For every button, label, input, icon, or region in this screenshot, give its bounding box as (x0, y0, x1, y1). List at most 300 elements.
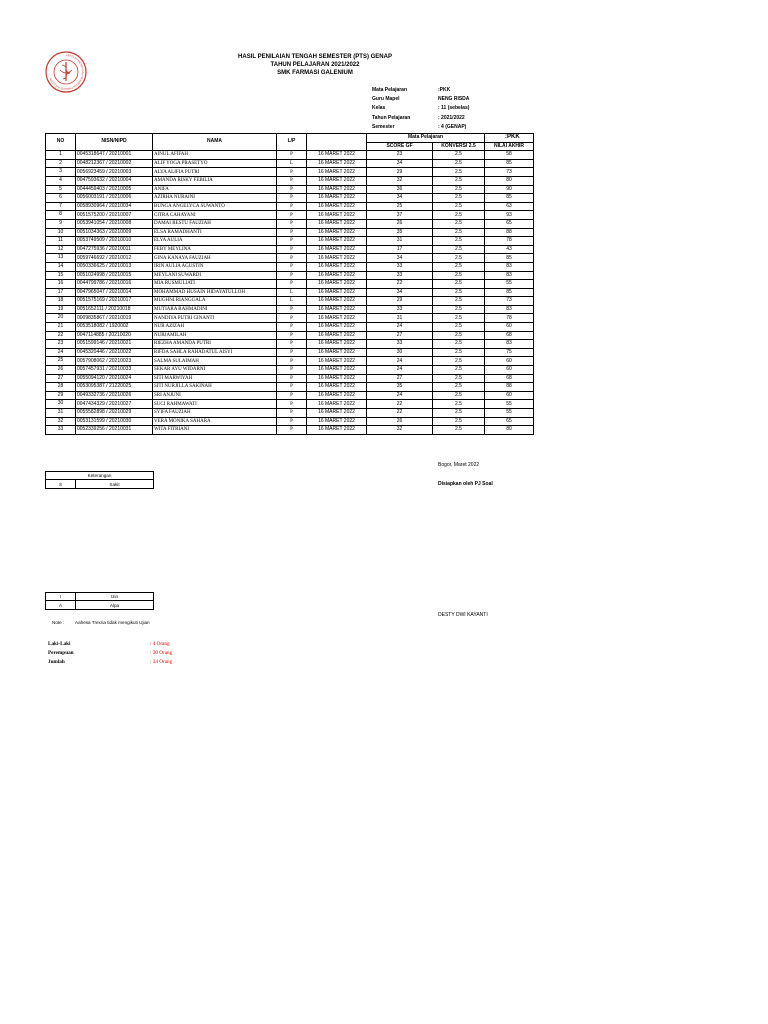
cell-nilai: 80 (485, 426, 534, 435)
cell-tanggal: 16 MARET 2022 (307, 288, 367, 297)
cell-score: 17 (367, 245, 433, 254)
legend-row (46, 593, 154, 601)
table-row (46, 194, 534, 203)
cell-konversi: 2.5 (433, 417, 485, 426)
count-label: Laki-Laki (48, 641, 71, 647)
cell-no: 7 (46, 202, 76, 211)
cell-nisn: 0056923459 / 20210003 (76, 168, 153, 177)
cell-konversi: 2.5 (433, 374, 485, 383)
cell-konversi: 2.5 (433, 409, 485, 418)
cell-score: 31 (367, 314, 433, 323)
table-header-row (46, 134, 534, 143)
table-row (46, 348, 534, 357)
cell-score: 27 (367, 374, 433, 383)
count-value: : 4 Orang (150, 641, 170, 647)
cell-nama: SEKAR AYU WIDARNI (153, 366, 277, 375)
cell-lp: P (277, 176, 307, 185)
table-row (46, 271, 534, 280)
cell-lp: P (277, 237, 307, 246)
cell-nilai: 80 (485, 176, 534, 185)
info-row (372, 95, 469, 104)
cell-score: 32 (367, 176, 433, 185)
cell-konversi: 2.5 (433, 366, 485, 375)
cell-lp: P (277, 323, 307, 332)
cell-nama: DAMAI RESTU FAUZIAH (153, 219, 277, 228)
cell-nisn: 0057908062 / 20210023 (76, 357, 153, 366)
cell-no: 9 (46, 219, 76, 228)
table-row (46, 340, 534, 349)
cell-no: 3 (46, 168, 76, 177)
cell-lp: P (277, 219, 307, 228)
cell-konversi: 2.5 (433, 202, 485, 211)
cell-tanggal: 16 MARET 2022 (307, 262, 367, 271)
cell-score: 32 (367, 426, 433, 435)
cell-lp: P (277, 202, 307, 211)
cell-tanggal: 16 MARET 2022 (307, 426, 367, 435)
cell-nama: ALIF YOGA PRASETYO (153, 159, 277, 168)
cell-tanggal: 16 MARET 2022 (307, 400, 367, 409)
count-row (48, 658, 172, 667)
student-counts (48, 640, 172, 667)
cell-konversi: 2.5 (433, 168, 485, 177)
cell-konversi: 2.5 (433, 159, 485, 168)
cell-nisn: 0048212367 / 20210002 (76, 159, 153, 168)
cell-nama: ANIFA (153, 185, 277, 194)
cell-nama: RIFDA SAHLA RAHADATUL AISYI (153, 348, 277, 357)
cell-lp: P (277, 331, 307, 340)
cell-score: 26 (367, 417, 433, 426)
cell-no: 1 (46, 151, 76, 160)
cell-score: 24 (367, 366, 433, 375)
cell-lp: P (277, 400, 307, 409)
cell-nisn: 0053131599 / 20210030 (76, 417, 153, 426)
col-header-mapel: Mata Pelajaran (367, 134, 485, 143)
cell-nama: NANDIYA PUTRI GINANTI (153, 314, 277, 323)
cell-konversi: 2.5 (433, 391, 485, 400)
legend-table (45, 592, 154, 610)
cell-nilai: 85 (485, 288, 534, 297)
cell-score: 33 (367, 340, 433, 349)
academic-year-title: TAHUN PELAJARAN 2021/2022 (270, 62, 360, 68)
table-row (46, 409, 534, 418)
cell-score: 22 (367, 409, 433, 418)
cell-lp: P (277, 254, 307, 263)
prepared-by: Disiapkan oleh PJ Soal (438, 481, 493, 487)
count-label: Jumlah (48, 659, 65, 665)
cell-score: 29 (367, 168, 433, 177)
cell-lp: L (277, 159, 307, 168)
cell-nama: AZIRHA NURAINI (153, 194, 277, 203)
cell-nilai: 55 (485, 280, 534, 289)
cell-no: 10 (46, 228, 76, 237)
cell-nilai: 88 (485, 383, 534, 392)
cell-nama: SALMA SULAIMAH (153, 357, 277, 366)
cell-score: 30 (367, 348, 433, 357)
cell-konversi: 2.5 (433, 151, 485, 160)
cell-nisn: 0058930964 / 20210034 (76, 202, 153, 211)
cell-konversi: 2.5 (433, 219, 485, 228)
cell-nisn: 0051575200 / 20210007 (76, 211, 153, 220)
cell-nisn: 0053941054 / 20210008 (76, 219, 153, 228)
info-label: Semester (372, 123, 395, 130)
cell-nilai: 85 (485, 194, 534, 203)
cell-score: 22 (367, 400, 433, 409)
cell-no: 29 (46, 391, 76, 400)
table-row (46, 374, 534, 383)
cell-score: 24 (367, 357, 433, 366)
cell-konversi: 2.5 (433, 194, 485, 203)
table-row (46, 323, 534, 332)
info-value: :PKK (438, 87, 451, 93)
cell-nilai: 83 (485, 340, 534, 349)
cell-nisn: 0009835867 / 20210019 (76, 314, 153, 323)
cell-tanggal: 16 MARET 2022 (307, 194, 367, 203)
cell-no: 21 (46, 323, 76, 332)
cell-lp: P (277, 357, 307, 366)
cell-nisn: 0045318647 / 20210001 (76, 151, 153, 160)
table-row (46, 288, 534, 297)
cell-score: 37 (367, 211, 433, 220)
table-row (46, 254, 534, 263)
cell-score: 35 (367, 228, 433, 237)
cell-lp: P (277, 151, 307, 160)
cell-nama: NURJAMILAH (153, 331, 277, 340)
cell-lp: P (277, 426, 307, 435)
table-row (46, 168, 534, 177)
table-row (46, 400, 534, 409)
cell-nisn: 0056003191 / 20210006 (76, 194, 153, 203)
cell-tanggal: 16 MARET 2022 (307, 331, 367, 340)
table-row (46, 426, 534, 435)
cell-lp: P (277, 280, 307, 289)
cell-konversi: 2.5 (433, 288, 485, 297)
cell-tanggal: 16 MARET 2022 (307, 391, 367, 400)
cell-nilai: 68 (485, 374, 534, 383)
cell-konversi: 2.5 (433, 357, 485, 366)
cell-nama: SITI NURJILLA SAKINAH (153, 383, 277, 392)
cell-nilai: 60 (485, 323, 534, 332)
cell-konversi: 2.5 (433, 348, 485, 357)
cell-no: 16 (46, 280, 76, 289)
cell-konversi: 2.5 (433, 340, 485, 349)
keterangan-code: S (46, 480, 76, 488)
table-row (46, 297, 534, 306)
cell-score: 23 (367, 151, 433, 160)
cell-no: 30 (46, 400, 76, 409)
cell-tanggal: 16 MARET 2022 (307, 159, 367, 168)
cell-nisn: 0051599146 / 20210021 (76, 340, 153, 349)
info-value: : 2021/2022 (438, 114, 465, 121)
cell-nama: FEBY MEYLINA (153, 245, 277, 254)
keterangan-title-row (46, 472, 154, 480)
report-title: HASIL PENILAIAN TENGAH SEMESTER (PTS) GENAP (238, 54, 392, 60)
col-header-blank (307, 134, 367, 151)
keterangan-table (45, 471, 154, 489)
cell-nama: MUTIARA RAHMADINI (153, 305, 277, 314)
legend-row (46, 601, 154, 609)
cell-nilai: 83 (485, 305, 534, 314)
info-value: : 11 (sebelas) (438, 105, 470, 112)
cell-tanggal: 16 MARET 2022 (307, 409, 367, 418)
table-row (46, 280, 534, 289)
cell-tanggal: 16 MARET 2022 (307, 176, 367, 185)
cell-konversi: 2.5 (433, 245, 485, 254)
cell-nilai: 73 (485, 168, 534, 177)
info-label: Tahun Pelajaran (372, 114, 411, 121)
report-header (150, 53, 480, 77)
cell-nisn: 0047593632 / 20210004 (76, 176, 153, 185)
cell-tanggal: 16 MARET 2022 (307, 237, 367, 246)
school-logo (44, 50, 88, 94)
col-header-nisn: NISN/NIPD (76, 134, 153, 151)
cell-lp: P (277, 391, 307, 400)
cell-tanggal: 16 MARET 2022 (307, 374, 367, 383)
cell-nilai: 88 (485, 228, 534, 237)
table-row (46, 314, 534, 323)
cell-no: 8 (46, 211, 76, 220)
table-row (46, 237, 534, 246)
cell-score: 34 (367, 159, 433, 168)
col-header-no: NO (46, 134, 76, 151)
table-row (46, 262, 534, 271)
legend-label: Izin (76, 593, 154, 601)
cell-nilai: 68 (485, 331, 534, 340)
cell-nilai: 55 (485, 409, 534, 418)
cell-nama: VERA MONIKA SAHARA (153, 417, 277, 426)
cell-nama: MUGHNI RIANGGALA (153, 297, 277, 306)
cell-konversi: 2.5 (433, 262, 485, 271)
cell-konversi: 2.5 (433, 211, 485, 220)
cell-nilai: 73 (485, 297, 534, 306)
cell-nama: NUR AZIZAH (153, 323, 277, 332)
cell-nisn: 0055094120 / 20210024 (76, 374, 153, 383)
cell-lp: P (277, 366, 307, 375)
cell-nisn: 0050336625 / 20210013 (76, 262, 153, 271)
table-row (46, 202, 534, 211)
table-row (46, 211, 534, 220)
cell-konversi: 2.5 (433, 426, 485, 435)
cell-no: 23 (46, 340, 76, 349)
cell-nisn: 0057457931 / 20210033 (76, 366, 153, 375)
cell-nilai: 65 (485, 417, 534, 426)
table-row (46, 417, 534, 426)
cell-nilai: 60 (485, 357, 534, 366)
cell-konversi: 2.5 (433, 176, 485, 185)
cell-score: 33 (367, 262, 433, 271)
cell-tanggal: 16 MARET 2022 (307, 211, 367, 220)
cell-nisn: 0055582898 / 20210029 (76, 409, 153, 418)
cell-tanggal: 16 MARET 2022 (307, 245, 367, 254)
table-row (46, 228, 534, 237)
cell-nilai: 83 (485, 271, 534, 280)
cell-score: 33 (367, 271, 433, 280)
cell-nama: ALYA ALIFIA PUTRI (153, 168, 277, 177)
col-header-nama: NAMA (153, 134, 277, 151)
cell-score: 22 (367, 280, 433, 289)
cell-nisn: 0047275936 / 20210011 (76, 245, 153, 254)
cell-konversi: 2.5 (433, 228, 485, 237)
legend-code: I (46, 593, 76, 601)
cell-lp: P (277, 348, 307, 357)
cell-tanggal: 16 MARET 2022 (307, 383, 367, 392)
cell-lp: P (277, 211, 307, 220)
cell-no: 14 (46, 262, 76, 271)
col-header-pkk: :PKK (485, 134, 534, 143)
cell-no: 33 (46, 426, 76, 435)
cell-nama: MIA RUSMULIATI (153, 280, 277, 289)
cell-nama: ELYA AULIA (153, 237, 277, 246)
note (52, 620, 150, 625)
keterangan-title: Keterangan (46, 472, 154, 480)
table-row (46, 151, 534, 160)
cell-tanggal: 16 MARET 2022 (307, 305, 367, 314)
cell-nama: RIEZHA AMANDA PUTRI (153, 340, 277, 349)
cell-score: 27 (367, 331, 433, 340)
cell-nilai: 78 (485, 314, 534, 323)
cell-nisn: 0045320446 / 20210022 (76, 348, 153, 357)
cell-nisn: 0051652111 / 20210018 (76, 305, 153, 314)
cell-tanggal: 16 MARET 2022 (307, 366, 367, 375)
cell-nilai: 90 (485, 185, 534, 194)
info-label: Guru Mapel (372, 96, 400, 103)
cell-nilai: 85 (485, 159, 534, 168)
cell-konversi: 2.5 (433, 383, 485, 392)
note-text: Aahesa Trexna tidak mengikuti Ujian (75, 620, 150, 625)
cell-nama: CITRA CAHAYANI (153, 211, 277, 220)
table-row (46, 383, 534, 392)
cell-lp: P (277, 194, 307, 203)
cell-nisn: 0044459403 / 20210005 (76, 185, 153, 194)
cell-tanggal: 16 MARET 2022 (307, 280, 367, 289)
cell-nama: IRIN AULIA AGUSTIN (153, 262, 277, 271)
legend-label: Alpa (76, 601, 154, 609)
count-row (48, 640, 172, 649)
cell-konversi: 2.5 (433, 280, 485, 289)
cell-konversi: 2.5 (433, 305, 485, 314)
cell-nisn: 0051024998 / 20210015 (76, 271, 153, 280)
info-label: Kelas (372, 105, 386, 112)
cell-tanggal: 16 MARET 2022 (307, 357, 367, 366)
cell-konversi: 2.5 (433, 271, 485, 280)
col-header-score: SCORE GF (367, 142, 433, 151)
cell-tanggal: 16 MARET 2022 (307, 340, 367, 349)
table-row (46, 176, 534, 185)
cell-lp: P (277, 271, 307, 280)
cell-score: 34 (367, 194, 433, 203)
cell-tanggal: 16 MARET 2022 (307, 323, 367, 332)
cell-nilai: 58 (485, 151, 534, 160)
cell-tanggal: 16 MARET 2022 (307, 202, 367, 211)
cell-nisn: 0047965047 / 20210014 (76, 288, 153, 297)
cell-tanggal: 16 MARET 2022 (307, 254, 367, 263)
cell-lp: P (277, 374, 307, 383)
col-header-konversi: KONVERSI 2.5 (433, 142, 485, 151)
cell-nisn: 0059746692 / 20210012 (76, 254, 153, 263)
cell-lp: P (277, 417, 307, 426)
info-value: NENG RISDA (438, 96, 470, 103)
cell-nama: SRI ANJUNI (153, 391, 277, 400)
cell-tanggal: 16 MARET 2022 (307, 228, 367, 237)
cell-no: 26 (46, 366, 76, 375)
cell-nama: BUNGA ANGELYCA SUWANTO (153, 202, 277, 211)
cell-lp: P (277, 245, 307, 254)
cell-nilai: 85 (485, 254, 534, 263)
table-row (46, 219, 534, 228)
cell-tanggal: 16 MARET 2022 (307, 348, 367, 357)
cell-no: 11 (46, 237, 76, 246)
cell-nilai: 93 (485, 211, 534, 220)
cell-no: 27 (46, 374, 76, 383)
cell-nisn: 0051034363 / 20210009 (76, 228, 153, 237)
cell-no: 2 (46, 159, 76, 168)
table-row (46, 185, 534, 194)
legend-code: A (46, 601, 76, 609)
cell-konversi: 2.5 (433, 314, 485, 323)
cell-no: 22 (46, 331, 76, 340)
subject-info (372, 86, 469, 132)
cell-nisn: 0047114885 / 20210020 (76, 331, 153, 340)
cell-tanggal: 16 MARET 2022 (307, 297, 367, 306)
info-row (372, 123, 469, 132)
table-row (46, 366, 534, 375)
grades-table-body (46, 151, 534, 435)
cell-lp: L (277, 288, 307, 297)
cell-score: 33 (367, 305, 433, 314)
table-row (46, 357, 534, 366)
cell-konversi: 2.5 (433, 400, 485, 409)
cell-lp: P (277, 185, 307, 194)
cell-nilai: 83 (485, 262, 534, 271)
cell-nisn: 0053095387 / 21220025 (76, 383, 153, 392)
cell-score: 34 (367, 254, 433, 263)
cell-lp: P (277, 314, 307, 323)
cell-score: 26 (367, 219, 433, 228)
cell-konversi: 2.5 (433, 237, 485, 246)
keterangan-label: Sakit (76, 480, 154, 488)
cell-no: 18 (46, 297, 76, 306)
cell-nisn: 0053518082 / 1920002 (76, 323, 153, 332)
cell-tanggal: 16 MARET 2022 (307, 168, 367, 177)
table-row (46, 331, 534, 340)
cell-no: 32 (46, 417, 76, 426)
cell-nisn: 0052339256 / 20210031 (76, 426, 153, 435)
keterangan-row (46, 480, 154, 488)
cell-konversi: 2.5 (433, 185, 485, 194)
cell-no: 24 (46, 348, 76, 357)
cell-lp: P (277, 383, 307, 392)
cell-score: 24 (367, 323, 433, 332)
cell-no: 17 (46, 288, 76, 297)
cell-nilai: 75 (485, 348, 534, 357)
cell-tanggal: 16 MARET 2022 (307, 271, 367, 280)
cell-nama: GINA KANAYA FAUZIAH (153, 254, 277, 263)
cell-lp: P (277, 305, 307, 314)
cell-score: 29 (367, 297, 433, 306)
col-header-nilai: NILAI AKHIR (485, 142, 534, 151)
cell-score: 35 (367, 383, 433, 392)
info-label: Mata Pelajaran (372, 87, 408, 93)
cell-no: 6 (46, 194, 76, 203)
cell-score: 31 (367, 237, 433, 246)
cell-nama: SUCI RAHMAWATI (153, 400, 277, 409)
cell-nama: ELSA RAMADHANTI (153, 228, 277, 237)
svg-text:SEKOLAH MENENGAH KEJURUAN FARM: SEKOLAH MENENGAH KEJURUAN FARMASI GALENIUM (49, 53, 84, 91)
cell-lp: P (277, 409, 307, 418)
cell-no: 15 (46, 271, 76, 280)
count-value: : 30 Orang (150, 650, 173, 656)
info-row (372, 86, 469, 95)
table-row (46, 245, 534, 254)
